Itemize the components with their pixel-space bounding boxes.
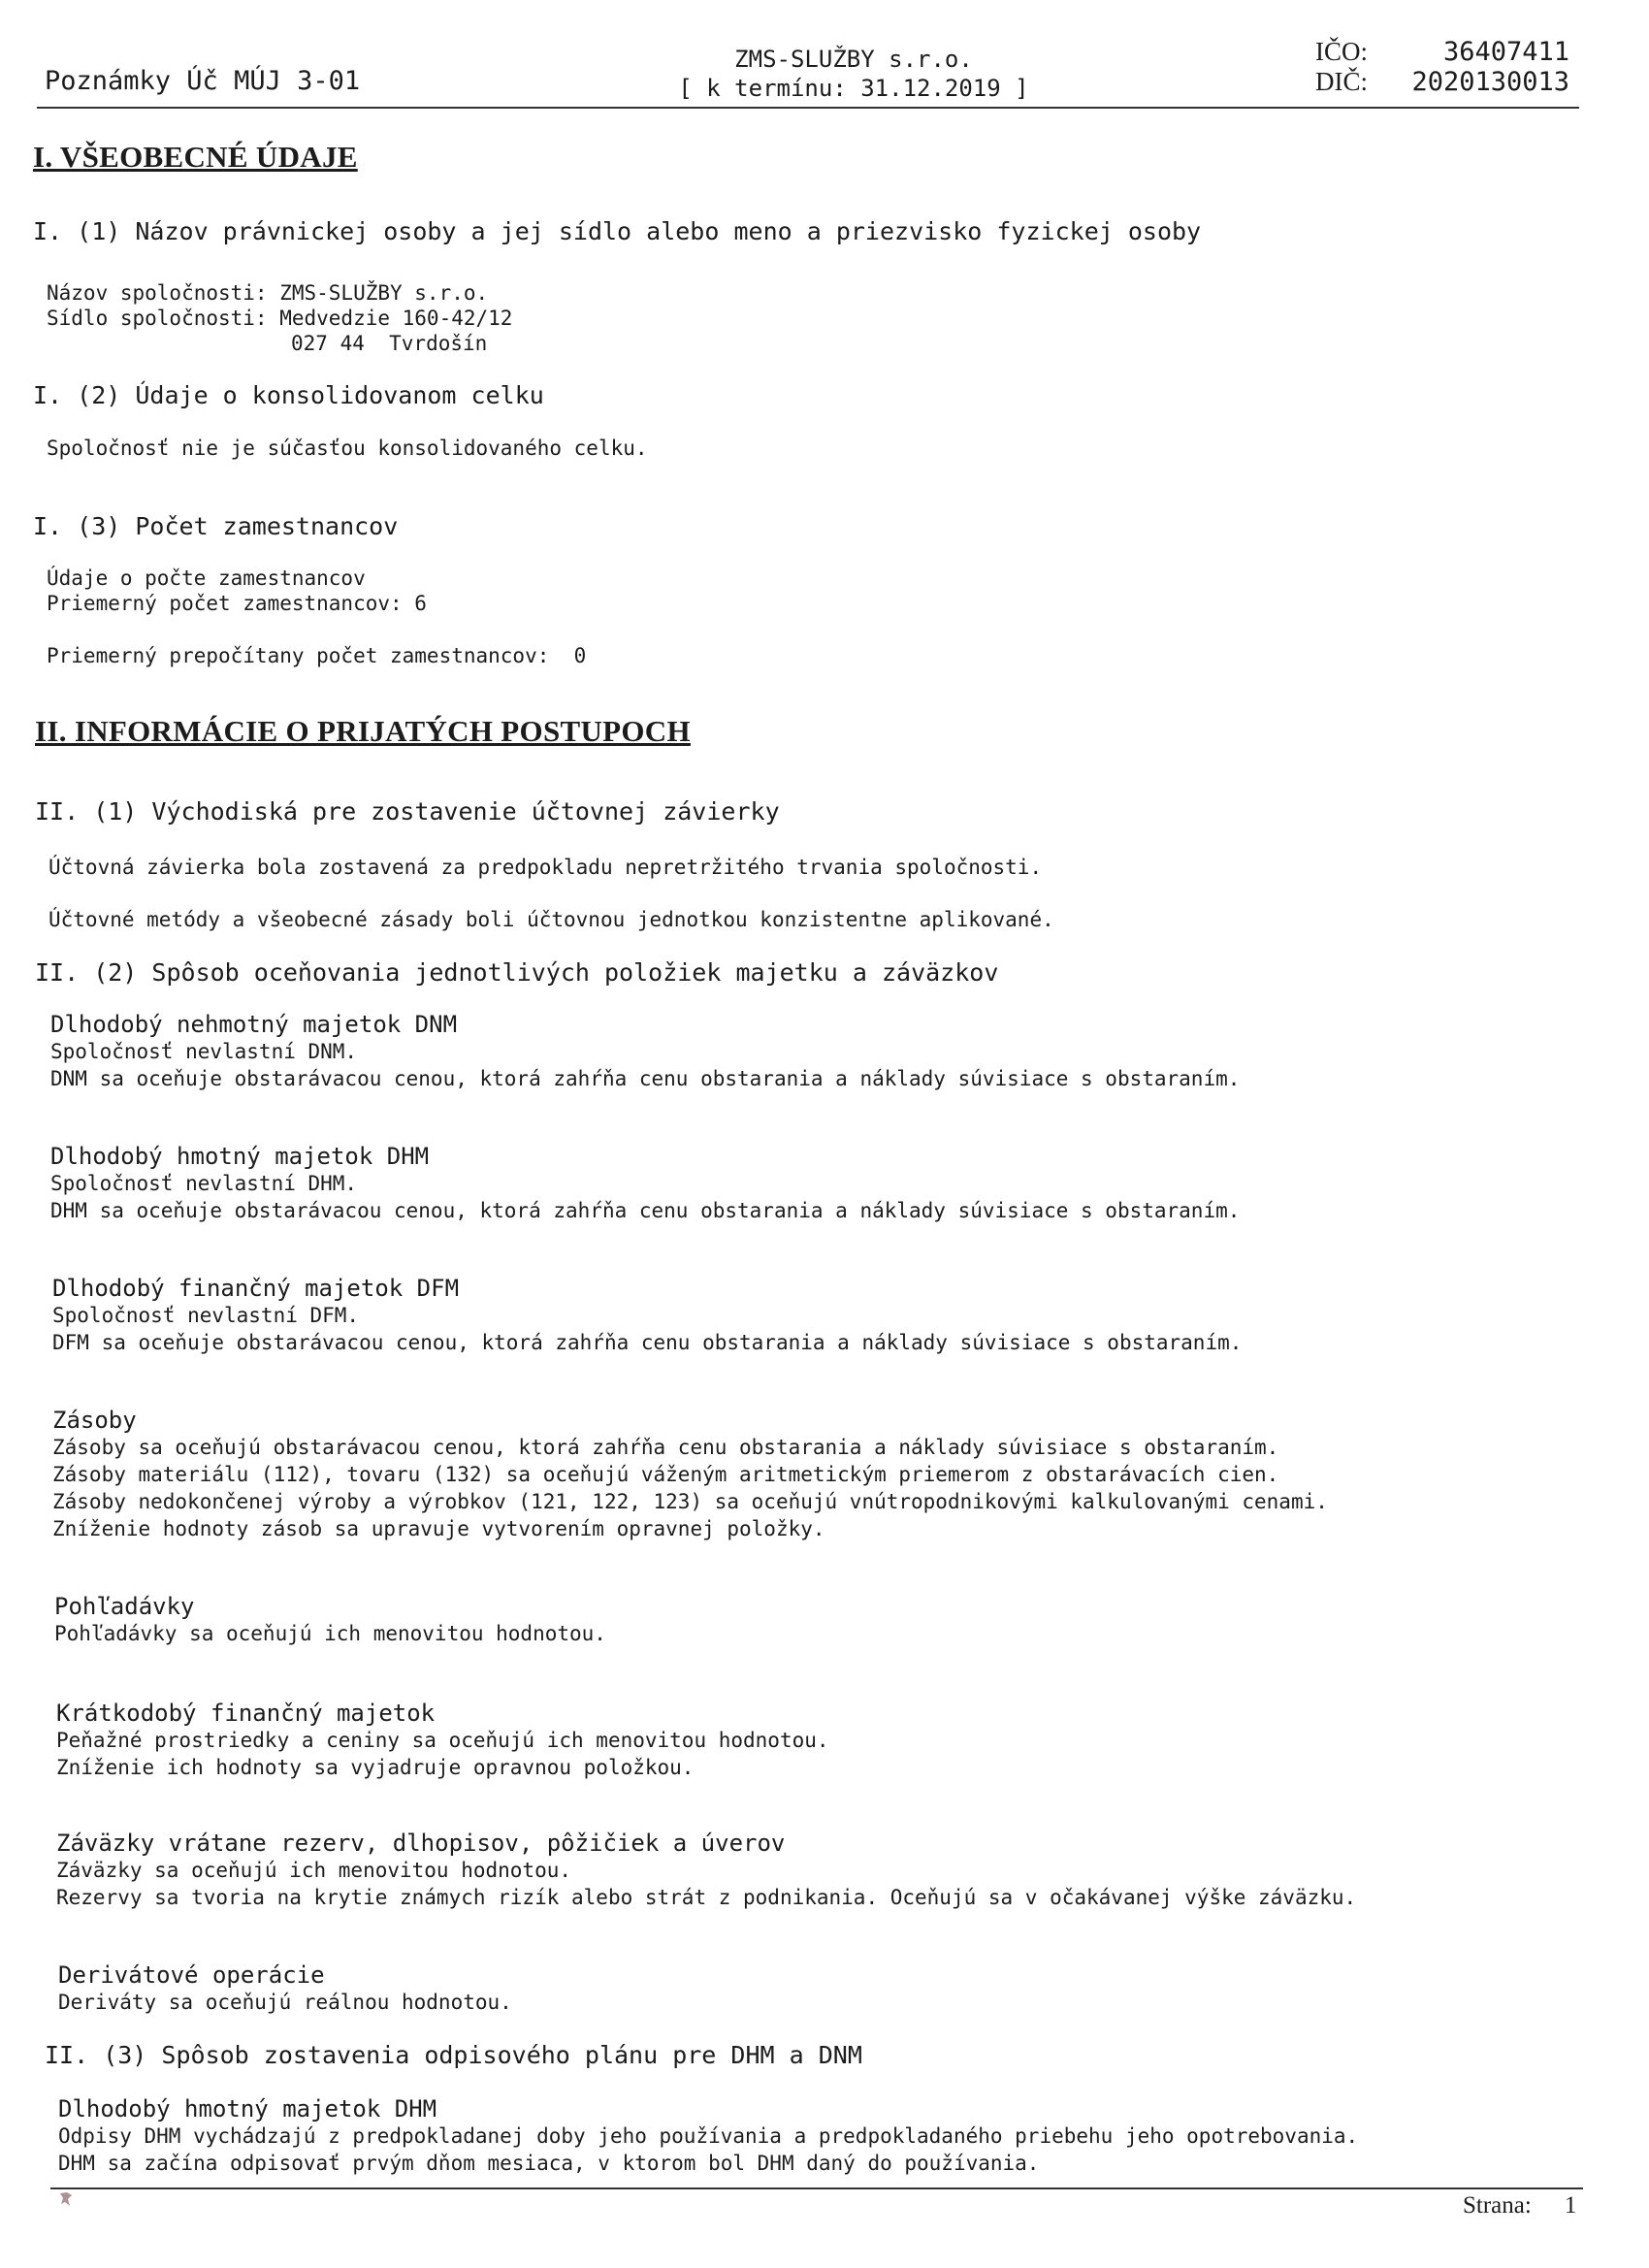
block-line: Zásoby sa oceňujú obstarávacou cenou, ktorá zahŕňa cenu obstarania a náklady súvisiace s obstaraním.	[52, 1436, 1279, 1459]
valuation-block-derivatives	[58, 1961, 512, 2016]
section-2-1-title: II. (1) Východiská pre zostavenie účtovnej závierky	[35, 797, 780, 826]
block-line: DFM sa oceňuje obstarávacou cenou, ktorá zahŕňa cenu obstarania a náklady súvisiace s obstaraním.	[52, 1331, 1243, 1354]
valuation-block-dhm	[50, 1143, 1240, 1224]
block-line: Zníženie hodnoty zásob sa upravuje vytvorením opravnej položky.	[52, 1517, 825, 1540]
block-line: Rezervy sa tvoria na krytie známych rizík alebo strát z podnikania. Oceňujú sa v očakávanej výške záväzku.	[56, 1886, 1357, 1909]
block-line: Deriváty sa oceňujú reálnou hodnotou.	[58, 1991, 512, 2014]
valuation-block-liabilities	[56, 1830, 1356, 1911]
block-line: DHM sa začína odpisovať prvým dňom mesiaca, v ktorom bol DHM daný do používania.	[58, 2152, 1040, 2175]
employees-recalculated: Priemerný prepočítany počet zamestnancov: 0	[47, 644, 587, 667]
block-title: Pohľadávky	[54, 1593, 195, 1620]
company-seat-line: Sídlo spoločnosti: Medvedzie 160-42/12	[47, 307, 513, 330]
valuation-block-inventory	[52, 1407, 1328, 1542]
block-line: Spoločnosť nevlastní DNM.	[50, 1040, 358, 1063]
footer-divider	[50, 2187, 1583, 2189]
block-title: Dlhodobý hmotný majetok DHM	[58, 2095, 437, 2122]
ico-value: 36407411	[1442, 37, 1569, 67]
valuation-block-receivables	[54, 1593, 606, 1647]
header-ids	[1315, 37, 1569, 97]
section-2-3-title: II. (3) Spôsob zostavenia odpisového plánu pre DHM a DNM	[45, 2041, 862, 2069]
section-1-1-title: I. (1) Názov právnickej osoby a jej sídlo alebo meno a priezvisko fyzickej osoby	[33, 217, 1202, 245]
block-line: Odpisy DHM vychádzajú z predpokladanej doby jeho používania a predpokladaného priebehu jeho opotrebovania.	[58, 2124, 1359, 2148]
company-city-line: 027 44 Tvrdošín	[291, 332, 488, 355]
ico-row	[1315, 37, 1569, 67]
dic-row	[1315, 67, 1569, 97]
block-line: DNM sa oceňuje obstarávacou cenou, ktorá zahŕňa cenu obstarania a náklady súvisiace s obstaraním.	[50, 1067, 1241, 1090]
company-name: ZMS-SLUŽBY s.r.o.	[734, 46, 973, 73]
ico-label: IČO:	[1315, 37, 1368, 66]
depreciation-block-dhm	[58, 2095, 1358, 2177]
section-2-title: II. INFORMÁCIE O PRIJATÝCH POSTUPOCH	[35, 714, 691, 748]
consolidation-text: Spoločnosť nie je súčasťou konsolidovaného celku.	[47, 437, 648, 460]
block-title: Dlhodobý finančný majetok DFM	[52, 1275, 460, 1302]
block-title: Záväzky vrátane rezerv, dlhopisov, pôžičiek a úverov	[56, 1830, 786, 1857]
header-divider	[37, 107, 1579, 109]
block-line: Zásoby materiálu (112), tovaru (132) sa oceňujú váženým aritmetickým priemerom z obstarávacích cien.	[52, 1463, 1279, 1486]
block-title: Dlhodobý hmotný majetok DHM	[50, 1143, 430, 1170]
block-line: Spoločnosť nevlastní DFM.	[52, 1304, 360, 1327]
employees-average: Priemerný počet zamestnancov: 6	[47, 592, 427, 615]
reporting-period: [ k termínu: 31.12.2019 ]	[678, 75, 1029, 102]
block-line: Zníženie ich hodnoty sa vyjadruje opravnou položkou.	[56, 1756, 695, 1779]
form-title: Poznámky Úč MÚJ 3-01	[45, 66, 361, 96]
valuation-block-dnm	[50, 1011, 1240, 1092]
valuation-block-dfm	[52, 1275, 1242, 1356]
going-concern-text: Účtovná závierka bola zostavená za predpokladu nepretržitého trvania spoločnosti.	[48, 856, 1043, 879]
section-1-2-title: I. (2) Údaje o konsolidovanom celku	[33, 381, 544, 409]
block-line: DHM sa oceňuje obstarávacou cenou, ktorá zahŕňa cenu obstarania a náklady súvisiace s obstaraním.	[50, 1199, 1241, 1222]
block-title: Krátkodobý finančný majetok	[56, 1700, 436, 1727]
valuation-block-short-term-financial	[56, 1700, 829, 1781]
company-name-line: Názov spoločnosti: ZMS-SLUŽBY s.r.o.	[47, 281, 489, 305]
employees-heading: Údaje o počte zamestnancov	[47, 567, 366, 590]
scan-mark-icon	[58, 2190, 74, 2208]
page-number: 1	[1564, 2192, 1577, 2219]
section-1-3-title: I. (3) Počet zamestnancov	[33, 512, 399, 540]
block-line: Pohľadávky sa oceňujú ich menovitou hodnotou.	[54, 1622, 606, 1645]
dic-label: DIČ:	[1315, 67, 1368, 96]
block-line: Záväzky sa oceňujú ich menovitou hodnotou.	[56, 1859, 572, 1882]
block-title: Derivátové operácie	[58, 1961, 325, 1989]
block-title: Zásoby	[52, 1407, 137, 1434]
dic-value: 2020130013	[1411, 67, 1569, 97]
page-indicator	[1463, 2192, 1576, 2219]
block-line: Zásoby nedokončenej výroby a výrobkov (121, 122, 123) sa oceňujú vnútropodnikovými kalkulovanými cenami.	[52, 1490, 1328, 1513]
section-2-2-title: II. (2) Spôsob oceňovania jednotlivých položiek majetku a záväzkov	[35, 958, 999, 987]
block-line: Spoločnosť nevlastní DHM.	[50, 1172, 358, 1195]
header-center	[660, 45, 1048, 103]
block-line: Peňažné prostriedky a ceniny sa oceňujú ich menovitou hodnotou.	[56, 1729, 829, 1752]
consistency-text: Účtovné metódy a všeobecné zásady boli účtovnou jednotkou konzistentne aplikované.	[48, 908, 1054, 931]
block-title: Dlhodobý nehmotný majetok DNM	[50, 1011, 458, 1038]
section-1-title: I. VŠEOBECNÉ ÚDAJE	[33, 140, 358, 174]
page-label: Strana:	[1463, 2192, 1532, 2219]
